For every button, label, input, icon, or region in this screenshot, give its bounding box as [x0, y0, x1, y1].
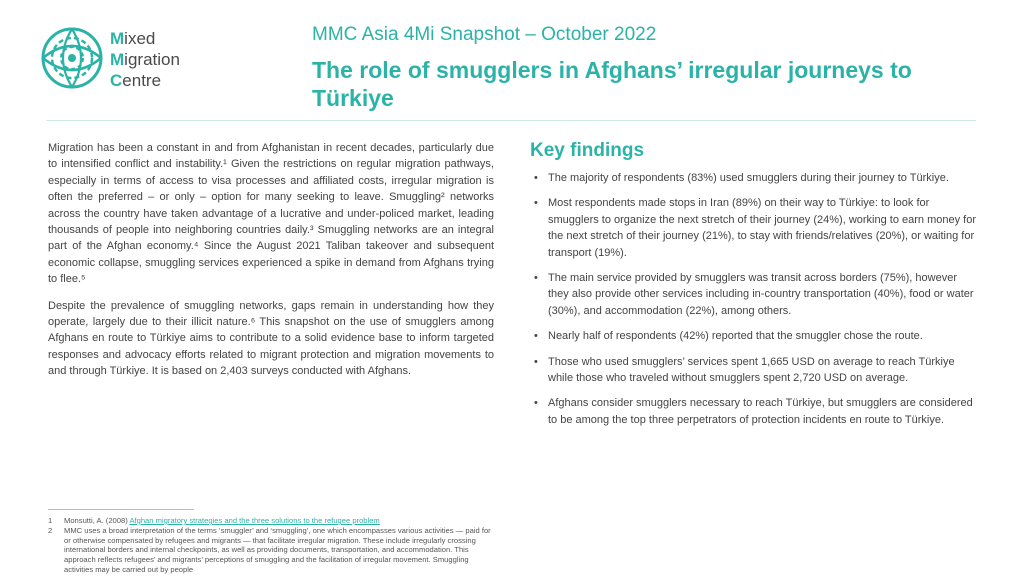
intro-paragraph-2: Despite the prevalence of smuggling networks, gaps remain in understanding how they operate, largely due to their illicit nature.⁶ This snapshot on the use of smugglers among Afghans en route to Türkiye aims to contribute to a solid evidence base to inform targeted responses and advocacy efforts related to migrant protection and migration movements to and through Türkiye. It is based on 2,403 surveys conducted with Afghans.: [48, 299, 494, 378]
mmc-logo: [40, 26, 210, 96]
header-divider: [46, 120, 976, 121]
finding-item: • Those who used smugglers’ services spent 1,665 USD on average to reach Türkiye while those who traveled without smugglers spent 2,720 USD on average.: [534, 355, 955, 385]
finding-item: • The majority of respondents (83%) used smugglers during their journey to Türkiye.: [530, 170, 978, 186]
bullet-icon: •: [534, 272, 538, 285]
intro-paragraph-1: Migration has been a constant in and from Afghanistan in recent decades, particularly due to intensified conflict and instability.¹ Given the restrictions on regular migration pathways, especially in terms of access to visa processes and affiliated costs, irregular migration is often the preferred – or only – option for many seeking to leave. Smuggling² networks across the country have taken advantage of a lucrative and under-policed market, leading thousands of people into neighboring countries daily.³ Smuggling networks are an integral part of the Afghan economy.⁴ Since the August 2021 Taliban takeover and subsequent economic collapse, smuggling services experienced a spike in demand from Afghans trying to flee.⁵: [48, 142, 494, 286]
footnote-number: 2: [48, 525, 53, 535]
report-series-subtitle: MMC Asia 4Mi Snapshot – October 2022: [312, 24, 657, 45]
key-findings-heading: Key findings: [530, 140, 645, 161]
globe-logo-icon: [40, 26, 104, 90]
footnotes: [48, 516, 494, 575]
key-findings-list: [530, 170, 978, 428]
finding-item: • Afghans consider smugglers necessary to reach Türkiye, but smugglers are considered to be among the top three perpetrators of protection incidents en route to Türkiye.: [534, 397, 973, 426]
logo-wordmark: Mixed Migration Centre: [110, 29, 180, 90]
finding-item: • Nearly half of respondents (42%) reported that the smuggler chose the route.: [530, 328, 978, 344]
finding-item: • The main service provided by smugglers was transit across borders (75%), however they also provide other services including in-country transportation (40%), food or water (30%), and accommodation (22%), among others.: [534, 272, 974, 317]
bullet-icon: •: [534, 330, 538, 343]
bullet-icon: •: [534, 197, 538, 210]
key-findings-section: [530, 140, 978, 437]
footnote-number: 1: [48, 516, 53, 525]
intro-text: [48, 140, 494, 390]
footnote-link[interactable]: Afghan migratory strategies and the three solutions to the refugee problem: [129, 516, 380, 525]
footnote-item: 1 Monsutti, A. (2008) Afghan migratory strategies and the three solutions to the refugee problem: [48, 516, 380, 525]
bullet-icon: •: [534, 355, 538, 368]
finding-item: • Most respondents made stops in Iran (89%) on their way to Türkiye: to look for smugglers to organize the next stretch of their journey (24%), working to earn money for the next stretch of their journey (21%), to stay with friends/relatives (20%), or waiting for transport (19%).: [534, 197, 976, 259]
bullet-icon: •: [534, 397, 538, 410]
bullet-icon: •: [534, 172, 538, 184]
page-title: The role of smugglers in Afghans’ irregular journeys to Türkiye: [312, 57, 912, 111]
footnote-item: 2 MMC uses a broad interpretation of the terms ‘smuggler’ and ‘smuggling’, one which encompasses various activities — paid for or otherwise compensated by refugees and migrants — that facilitate irregular migration. These include irregularly crossing international borders and internal checkpoints, as well as providing documents, transportation, and accommodation. This approach reflects refugees’ and migrants’ perceptions of smuggling and the facilitation of irregular movement. Smuggling activities may be carried out by people: [48, 525, 491, 574]
footnote-divider: [48, 509, 194, 510]
